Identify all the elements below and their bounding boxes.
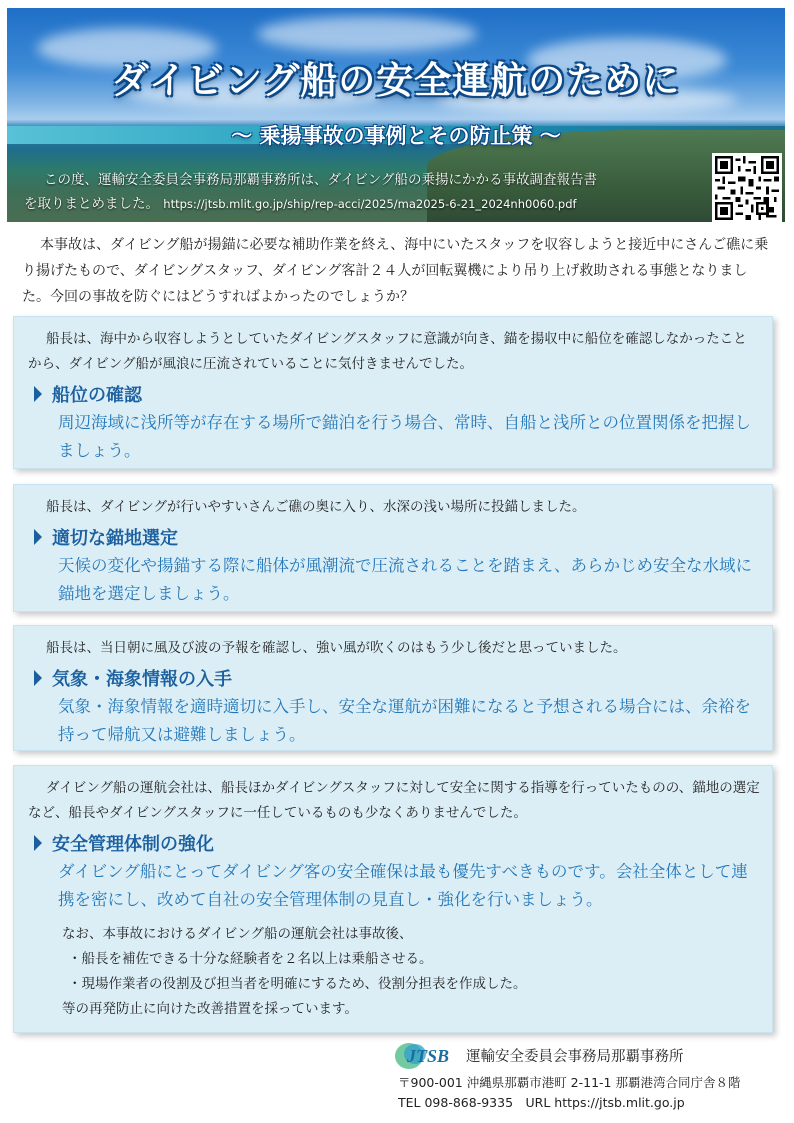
case-advice: 気象・海象情報を適時適切に入手し、安全な運航が困難になると予想される場合には、余裕を持って帰航又は避難しましょう。 <box>58 697 751 744</box>
jtsb-logo <box>393 1038 463 1072</box>
note-outro: 等の再発防止に向けた改善措置を採っています。 <box>62 1001 358 1017</box>
intro-line-1: この度、運輸安全委員会事務局那覇事務所は、ダイビング船の乗揚にかかる事故調査報告書 <box>44 172 597 188</box>
case-heading-text: 気象・海象情報の入手 <box>52 669 232 690</box>
page-title: ダイビング船の安全運航のために <box>111 59 681 102</box>
report-link[interactable]: https://jtsb.mlit.go.jp/ship/rep-acci/2025/ma2025-6-21_2024nh0060.pdf <box>163 197 577 211</box>
footer-address <box>398 1073 740 1113</box>
qr-code[interactable] <box>712 153 782 222</box>
case-card-anchorage <box>13 484 773 612</box>
page-subtitle: ～ 乗揚事故の事例とその防止策 ～ <box>231 124 561 148</box>
case-context-text: 船長は、ダイビングが行いやすいさんご礁の奥に入り、水深の浅い場所に投錨しました。 <box>46 499 586 515</box>
intro-line-2: を取りまとめました。 <box>24 196 159 212</box>
case-advice: ダイビング船にとってダイビング客の安全確保は最も優先すべきものです。会社全体として連携を密にし、改めて自社の安全管理体制の見直し・強化を行いましょう。 <box>58 862 748 909</box>
svg-text:JTSB: JTSB <box>407 1046 450 1066</box>
case-card-safety-management <box>13 765 773 1033</box>
case-card-weather <box>13 625 773 751</box>
case-context-text: ダイビング船の運航会社は、船長ほかダイビングスタッフに対して安全に関する指導を行っていたものの、錨地の選定など、船長やダイビングスタッフに一任しているものも少なくありませんでした。 <box>28 780 760 821</box>
improvement-note <box>62 922 760 1022</box>
case-heading <box>28 381 760 407</box>
contact-info: TEL 098-868-9335 URL https://jtsb.mlit.go.jp <box>398 1095 685 1110</box>
lead-paragraph <box>22 232 774 310</box>
case-heading-text: 安全管理体制の強化 <box>52 834 214 855</box>
organization-name: 運輸安全委員会事務局那覇事務所 <box>466 1049 684 1065</box>
header-banner <box>7 8 785 222</box>
case-heading <box>28 524 760 550</box>
qr-code-icon <box>715 156 779 220</box>
note-intro: なお、本事故におけるダイビング船の運航会社は事故後、 <box>62 926 413 942</box>
case-context <box>28 327 760 377</box>
case-context-text: 船長は、海中から収容しようとしていたダイビングスタッフに意識が向き、錨を揚収中に船位を確認しなかったことから、ダイビング船が風浪に圧流されていることに気付きませんでした。 <box>28 331 747 372</box>
case-context <box>28 636 760 661</box>
note-bullet: ・船長を補佐できる十分な経験者を２名以上は乗船させる。 <box>68 951 433 967</box>
intro-text <box>24 168 714 216</box>
case-heading-text: 適切な錨地選定 <box>52 528 178 549</box>
triangle-bullet-icon <box>34 529 42 545</box>
note-bullet: ・現場作業者の役割及び担当者を明確にするため、役割分担表を作成した。 <box>68 976 527 992</box>
case-card-position <box>13 316 773 469</box>
case-advice: 天候の変化や揚錨する際に船体が風潮流で圧流されることを踏まえ、あらかじめ安全な水域に錨地を選定しましょう。 <box>58 556 752 603</box>
case-heading <box>28 665 760 691</box>
case-heading-text: 船位の確認 <box>52 385 142 406</box>
case-context-text: 船長は、当日朝に風及び波の予報を確認し、強い風が吹くのはもう少し後だと思っていました。 <box>46 640 627 656</box>
case-heading <box>28 830 760 856</box>
case-advice: 周辺海域に浅所等が存在する場所で錨泊を行う場合、常時、自船と浅所との位置関係を把握しましょう。 <box>58 413 751 460</box>
triangle-bullet-icon <box>34 835 42 851</box>
triangle-bullet-icon <box>34 670 42 686</box>
case-context <box>28 776 760 826</box>
case-context <box>28 495 760 520</box>
triangle-bullet-icon <box>34 386 42 402</box>
lead-text: 本事故は、ダイビング船が揚錨に必要な補助作業を終え、海中にいたスタッフを収容しようと接近中にさんご礁に乗り揚げたもので、ダイビングスタッフ、ダイビング客計２４人が回転翼機により吊り上げ救助される事態となりました。今回の事故を防ぐにはどうすればよかったのでしょうか？ <box>22 237 769 305</box>
address: 〒900-001 沖縄県那覇市港町 2-11-1 那覇港湾合同庁舎８階 <box>398 1075 741 1090</box>
